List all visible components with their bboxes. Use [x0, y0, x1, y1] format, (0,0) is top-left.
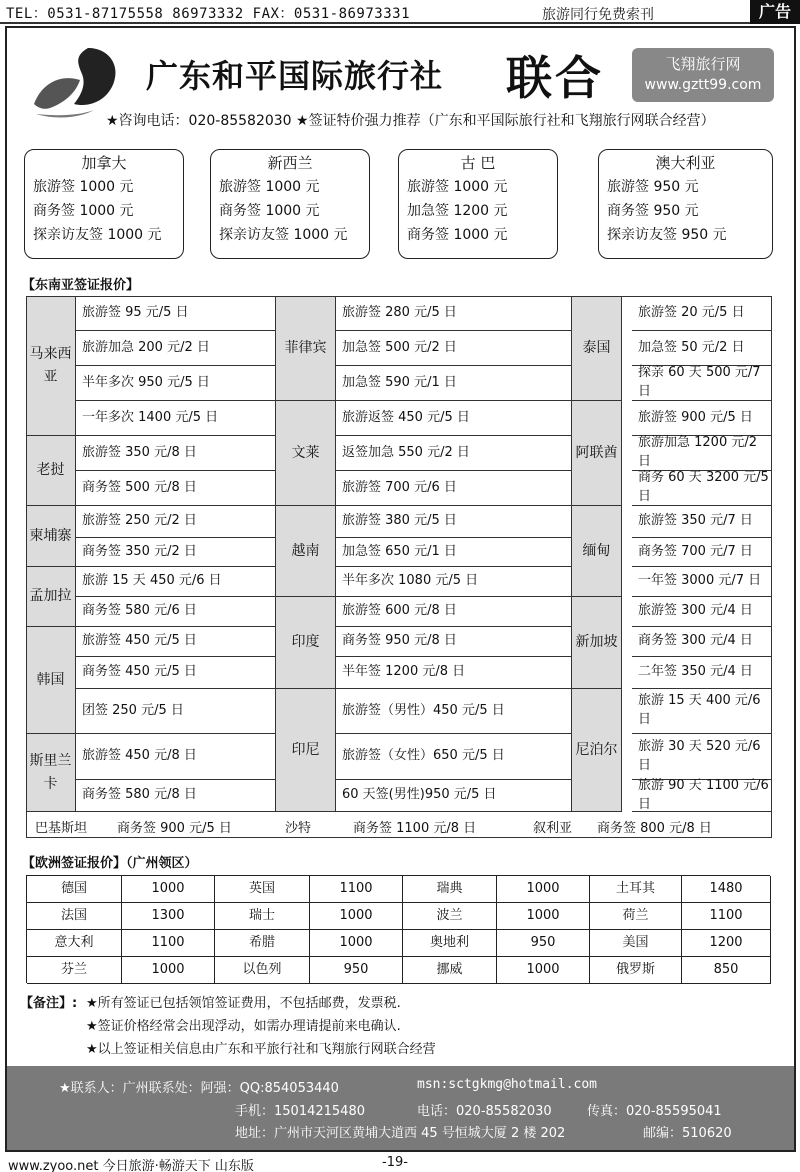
price-cell: 旅游 90 天 1100 元/6 日: [632, 780, 772, 812]
country-cell: 菲律宾: [276, 296, 336, 401]
country-cell: 斯里兰卡: [26, 734, 76, 812]
last-price: 商务签 900 元/5 日: [117, 821, 232, 836]
notes-label: 【备注】:: [20, 996, 78, 1011]
eu-price: 950: [310, 957, 403, 984]
eu-country: 美国: [590, 930, 682, 957]
card-row: 商务签 950 元: [607, 203, 699, 219]
country-cell: 老挝: [26, 436, 76, 506]
price-cell: 商务签 580 元/8 日: [76, 780, 276, 812]
ad-badge: 广告: [750, 0, 800, 24]
card-australia: [598, 149, 773, 259]
card-row: 探亲访友签 950 元: [607, 227, 727, 243]
card-row: 商务签 1000 元: [219, 203, 320, 219]
footer-msn[interactable]: msn:sctgkmg@hotmail.com: [417, 1077, 598, 1092]
price-cell: 旅游签 280 元/5 日: [336, 296, 572, 331]
eu-price: 1480: [682, 876, 771, 903]
price-cell: 旅游签 300 元/4 日: [632, 597, 772, 627]
eu-country: 意大利: [27, 930, 122, 957]
eu-price: 1000: [497, 903, 590, 930]
price-cell: 半年签 1200 元/8 日: [336, 657, 572, 689]
price-cell: 商务签 950 元/8 日: [336, 627, 572, 657]
card-title: 加拿大: [81, 154, 127, 172]
price-cell: 旅游签 20 元/5 日: [632, 296, 772, 331]
price-cell: 商务签 700 元/7 日: [632, 538, 772, 567]
eu-price: 1000: [497, 957, 590, 984]
price-cell: 加急签 650 元/1 日: [336, 538, 572, 567]
footer-phone: 电话：020-85582030: [417, 1104, 552, 1119]
price-cell: 旅游签 600 元/8 日: [336, 597, 572, 627]
footer-postcode: 邮编：510620: [643, 1126, 732, 1141]
page-number: -19-: [382, 1155, 408, 1170]
price-cell: 半年多次 950 元/5 日: [76, 366, 276, 401]
price-cell: 旅游签（男性）450 元/5 日: [336, 689, 572, 734]
price-cell: 探亲 60 天 500 元/7 日: [632, 366, 772, 401]
eu-country: 波兰: [403, 903, 497, 930]
country-cell: 印尼: [276, 689, 336, 812]
price-cell: 二年签 350 元/4 日: [632, 657, 772, 689]
country-cell: 印度: [276, 597, 336, 689]
eu-price: 1100: [122, 930, 215, 957]
eu-country: 俄罗斯: [590, 957, 682, 984]
price-cell: 旅游加急 200 元/2 日: [76, 331, 276, 366]
country-cell: 柬埔寨: [26, 506, 76, 567]
price-cell: 一年多次 1400 元/5 日: [76, 401, 276, 436]
card-title: 新西兰: [267, 154, 313, 172]
note-item: ★所有签证已包括领馆签证费用，不包括邮费，发票税.: [86, 996, 401, 1011]
last-country: 沙特: [285, 821, 312, 836]
fly-name: 飞翔旅行网: [665, 55, 741, 73]
price-cell: 旅游返签 450 元/5 日: [336, 401, 572, 436]
eu-price: 1000: [122, 876, 215, 903]
card-row: 探亲访友签 1000 元: [219, 227, 348, 243]
price-cell: 加急签 50 元/2 日: [632, 331, 772, 366]
price-cell: 商务签 500 元/8 日: [76, 471, 276, 506]
eu-country: 以色列: [215, 957, 310, 984]
card-row: 旅游签 1000 元: [219, 179, 320, 195]
card-title: 古 巴: [460, 154, 496, 172]
top-contact: TEL：0531-87175558 86973332 FAX：0531-86973331: [6, 6, 411, 22]
eu-country: 瑞典: [403, 876, 497, 903]
note-item: ★签证价格经常会出现浮动，如需办理请提前来电确认.: [86, 1019, 401, 1034]
company-name: 广东和平国际旅行社: [146, 57, 444, 95]
eu-country: 荷兰: [590, 903, 682, 930]
price-cell: 旅游 15 天 450 元/6 日: [76, 567, 276, 597]
country-cell: 缅甸: [572, 506, 622, 597]
eu-price: 950: [497, 930, 590, 957]
country-cell: 孟加拉: [26, 567, 76, 627]
country-cell: 新加坡: [572, 597, 622, 689]
country-cell: 阿联酋: [572, 401, 622, 506]
eu-country: 土耳其: [590, 876, 682, 903]
last-price: 商务签 1100 元/8 日: [353, 821, 477, 836]
eu-country: 英国: [215, 876, 310, 903]
card-new-zealand: [210, 149, 370, 259]
price-cell: 团签 250 元/5 日: [76, 689, 276, 734]
eu-country: 法国: [27, 903, 122, 930]
last-country: 叙利亚: [533, 821, 573, 836]
eu-country: 芬兰: [27, 957, 122, 984]
price-cell: 旅游签（女性）650 元/5 日: [336, 734, 572, 780]
card-title: 澳大利亚: [655, 154, 716, 172]
price-cell: 商务签 450 元/5 日: [76, 657, 276, 689]
last-country: 巴基斯坦: [35, 821, 88, 836]
price-cell: 一年签 3000 元/7 日: [632, 567, 772, 597]
country-cell: 尼泊尔: [572, 689, 622, 812]
eu-price: 1300: [122, 903, 215, 930]
price-cell: 返签加急 550 元/2 日: [336, 436, 572, 471]
eu-price: 1000: [310, 930, 403, 957]
card-row: 商务签 1000 元: [407, 227, 508, 243]
card-row: 旅游签 1000 元: [33, 179, 134, 195]
fly-travel-badge: [632, 48, 774, 102]
card-row: 商务签 1000 元: [33, 203, 134, 219]
country-cell: 马来西亚: [26, 296, 76, 436]
price-cell: 商务签 580 元/6 日: [76, 597, 276, 627]
price-cell: 半年多次 1080 元/5 日: [336, 567, 572, 597]
eu-price: 1000: [122, 957, 215, 984]
eu-price: 1100: [310, 876, 403, 903]
price-cell: 旅游签 450 元/5 日: [76, 627, 276, 657]
eu-country: 奥地利: [403, 930, 497, 957]
footer-address: 地址：广州市天河区黄埔大道西 45 号恒城大厦 2 楼 202: [235, 1126, 566, 1141]
price-cell: 旅游签 700 元/6 日: [336, 471, 572, 506]
price-cell: 商务签 300 元/4 日: [632, 627, 772, 657]
last-price: 商务签 800 元/8 日: [597, 821, 712, 836]
price-cell: 旅游签 450 元/8 日: [76, 734, 276, 780]
note-item: ★以上签证相关信息由广东和平旅行社和飞翔旅行网联合经营: [86, 1042, 436, 1057]
europe-section-title: 【欧洲签证报价】（广州领区）: [22, 856, 198, 871]
price-cell: 旅游签 350 元/8 日: [76, 436, 276, 471]
eu-price: 1200: [682, 930, 771, 957]
contact-footer: [7, 1066, 794, 1150]
price-cell: 60 天签(男性)950 元/5 日: [336, 780, 572, 812]
price-cell: 商务签 350 元/2 日: [76, 538, 276, 567]
hotline: ★咨询电话：020-85582030 ★签证特价强力推荐（广东和平国际旅行社和飞翔旅行网联合经营）: [106, 113, 715, 129]
fly-url[interactable]: www.gztt99.com: [644, 77, 762, 93]
card-row: 探亲访友签 1000 元: [33, 227, 162, 243]
asia-visa-table: [26, 296, 772, 812]
price-cell: 旅游 30 天 520 元/6 日: [632, 734, 772, 780]
eu-country: 希腊: [215, 930, 310, 957]
europe-visa-table: [26, 875, 770, 983]
eu-country: 瑞士: [215, 903, 310, 930]
country-cell: 韩国: [26, 627, 76, 734]
asia-last-row: [26, 812, 772, 838]
eu-price: 1000: [310, 903, 403, 930]
eu-price: 850: [682, 957, 771, 984]
bottom-bar: [0, 1153, 800, 1172]
price-cell: 加急签 500 元/2 日: [336, 331, 572, 366]
price-cell: 商务 60 天 3200 元/5 日: [632, 471, 772, 506]
eu-price: 1000: [497, 876, 590, 903]
asia-section-title: 【东南亚签证报价】: [22, 278, 140, 293]
eu-country: 德国: [27, 876, 122, 903]
price-cell: 旅游签 380 元/5 日: [336, 506, 572, 538]
union-title: 联合: [506, 51, 604, 105]
bottom-site[interactable]: www.zyoo.net 今日旅游·畅游天下 山东版: [8, 1159, 254, 1172]
footer-mobile: 手机：15014215480: [235, 1104, 365, 1119]
price-cell: 旅游签 350 元/7 日: [632, 506, 772, 538]
price-cell: 旅游 15 天 400 元/6 日: [632, 689, 772, 734]
country-cell: 泰国: [572, 296, 622, 401]
country-cell: 越南: [276, 506, 336, 597]
footer-fax: 传真：020-85595041: [587, 1104, 722, 1119]
card-canada: [24, 149, 184, 259]
footer-contact: ★联系人：广州联系处：阿强：QQ:854053440: [59, 1081, 339, 1096]
card-row: 加急签 1200 元: [407, 203, 508, 219]
price-cell: 旅游签 250 元/2 日: [76, 506, 276, 538]
country-cell: 文莱: [276, 401, 336, 506]
top-slogan: 旅游同行免费索刊: [542, 7, 654, 23]
price-cell: 加急签 590 元/1 日: [336, 366, 572, 401]
eu-price: 1100: [682, 903, 771, 930]
price-cell: 旅游签 95 元/5 日: [76, 296, 276, 331]
eu-country: 挪威: [403, 957, 497, 984]
price-cell: 旅游签 900 元/5 日: [632, 401, 772, 436]
card-row: 旅游签 1000 元: [407, 179, 508, 195]
price-cell: 旅游加急 1200 元/2 日: [632, 436, 772, 471]
card-row: 旅游签 950 元: [607, 179, 699, 195]
card-cuba: [398, 149, 558, 259]
top-bar: [0, 0, 800, 24]
